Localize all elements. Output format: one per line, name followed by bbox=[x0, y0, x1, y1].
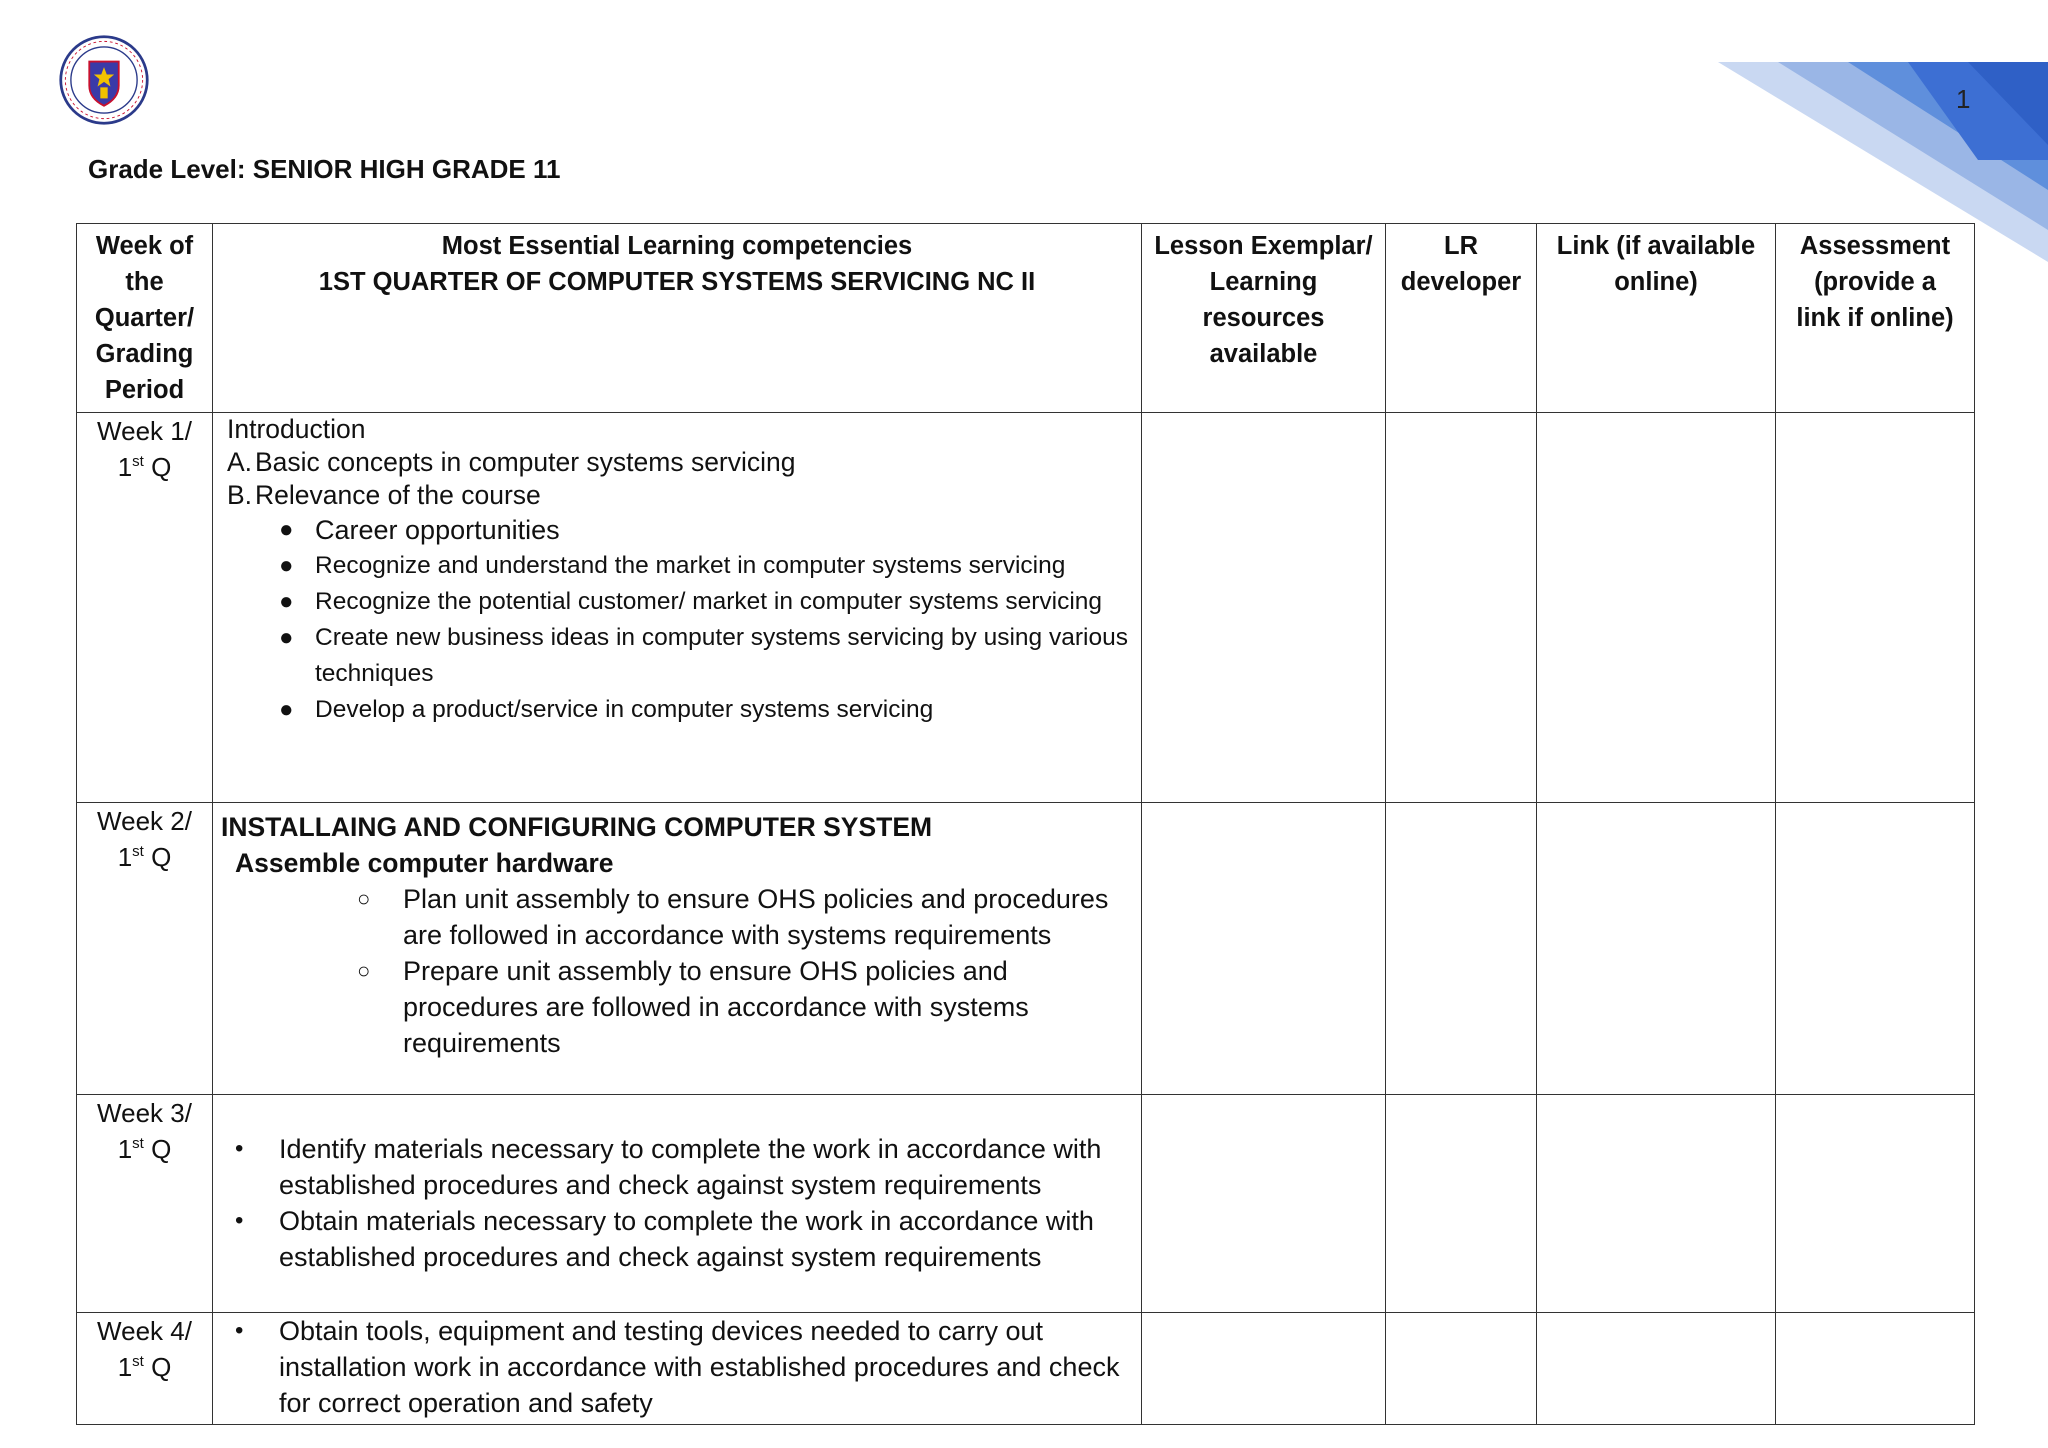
list-item: ○ Prepare unit assembly to ensure OHS policies and procedures are followed in accordance with systems requirements bbox=[357, 953, 1133, 1061]
bullet-icon: ● bbox=[279, 696, 294, 723]
bullet-icon: ● bbox=[279, 588, 294, 615]
week-cell: Week 4/ 1st Q bbox=[77, 1313, 213, 1425]
list-item: ● Career opportunities bbox=[287, 512, 1133, 548]
competency-cell bbox=[213, 1095, 1142, 1313]
grade-level-title: Grade Level: SENIOR HIGH GRADE 11 bbox=[88, 154, 561, 184]
bullet-icon: • bbox=[235, 1207, 244, 1234]
page-number: 1 bbox=[1956, 84, 1971, 114]
list-item: ● Recognize and understand the market in computer systems servicing bbox=[287, 548, 1133, 584]
week-cell: Week 1/ 1st Q bbox=[77, 413, 213, 803]
table-row bbox=[77, 413, 1975, 803]
list-item: B. Relevance of the course bbox=[227, 480, 541, 510]
table-row bbox=[77, 1095, 1975, 1313]
intro-heading: Introduction bbox=[227, 414, 366, 444]
circle-bullet-icon: ○ bbox=[357, 958, 371, 983]
lesson-exemplar-cell bbox=[1142, 413, 1386, 803]
table-row bbox=[77, 803, 1975, 1095]
curriculum-table bbox=[76, 223, 1975, 1425]
link-cell bbox=[1537, 803, 1776, 1095]
link-cell bbox=[1537, 1313, 1776, 1425]
week-header: Week of the Quarter/ Grading Period bbox=[77, 224, 213, 413]
bullet-icon: • bbox=[235, 1317, 244, 1344]
assessment-cell bbox=[1776, 803, 1975, 1095]
lesson-exemplar-cell bbox=[1142, 803, 1386, 1095]
lesson-exemplar-cell bbox=[1142, 1095, 1386, 1313]
bullet-icon: ● bbox=[279, 516, 294, 543]
section-title: INSTALLAING AND CONFIGURING COMPUTER SYSTEM bbox=[221, 812, 933, 842]
lr-developer-header: LR developer bbox=[1386, 224, 1537, 413]
link-cell bbox=[1537, 1095, 1776, 1313]
list-item: A. Basic concepts in computer systems servicing bbox=[227, 447, 796, 477]
list-item: • Obtain materials necessary to complete the work in accordance with established procedures and check against system requirements bbox=[235, 1203, 1133, 1275]
assessment-cell bbox=[1776, 413, 1975, 803]
week-cell: Week 2/ 1st Q bbox=[77, 803, 213, 1095]
lesson-exemplar-cell bbox=[1142, 1313, 1386, 1425]
lr-developer-cell bbox=[1386, 1095, 1537, 1313]
link-cell bbox=[1537, 413, 1776, 803]
assessment-header: Assessment (provide a link if online) bbox=[1776, 224, 1975, 413]
competency-cell bbox=[213, 1313, 1142, 1425]
list-item: ● Recognize the potential customer/ market in computer systems servicing bbox=[287, 584, 1133, 620]
lr-developer-cell bbox=[1386, 1313, 1537, 1425]
list-item: ○ Plan unit assembly to ensure OHS policies and procedures are followed in accordance with systems requirements bbox=[357, 881, 1133, 953]
link-header: Link (if available online) bbox=[1537, 224, 1776, 413]
table-row bbox=[77, 1313, 1975, 1425]
list-item: ● Develop a product/service in computer systems servicing bbox=[287, 692, 1133, 728]
competency-cell bbox=[213, 413, 1142, 803]
bullet-icon: ● bbox=[279, 624, 294, 651]
week-cell: Week 3/ 1st Q bbox=[77, 1095, 213, 1313]
lr-developer-cell bbox=[1386, 803, 1537, 1095]
table-header-row bbox=[77, 224, 1975, 413]
lr-developer-cell bbox=[1386, 413, 1537, 803]
bullet-icon: ● bbox=[279, 552, 294, 579]
assessment-cell bbox=[1776, 1095, 1975, 1313]
list-item: • Identify materials necessary to complete the work in accordance with established procedures and check against system requirements bbox=[235, 1131, 1133, 1203]
list-item: • Obtain tools, equipment and testing devices needed to carry out installation work in accordance with established procedures and check for correct operation and safety bbox=[235, 1313, 1133, 1421]
lesson-exemplar-header: Lesson Exemplar/ Learning resources available bbox=[1142, 224, 1386, 413]
assessment-cell bbox=[1776, 1313, 1975, 1425]
deped-seal-logo bbox=[58, 34, 150, 126]
competencies-header: Most Essential Learning competencies 1ST QUARTER OF COMPUTER SYSTEMS SERVICING NC II bbox=[213, 224, 1142, 413]
circle-bullet-icon: ○ bbox=[357, 886, 371, 911]
list-item: ● Create new business ideas in computer systems servicing by using various techniques bbox=[287, 620, 1133, 692]
sub-title: Assemble computer hardware bbox=[235, 848, 614, 878]
bullet-icon: • bbox=[235, 1135, 244, 1162]
competency-cell bbox=[213, 803, 1142, 1095]
